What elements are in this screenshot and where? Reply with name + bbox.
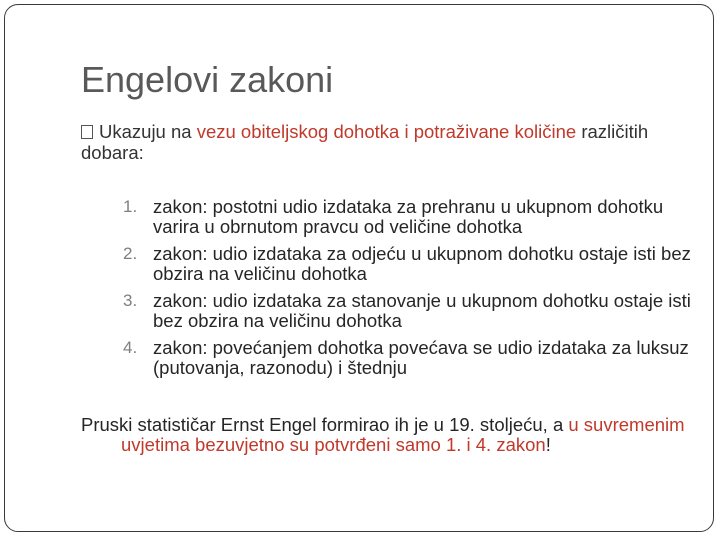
intro-text-plain: Ukazuju na xyxy=(99,121,197,142)
list-item-number: 1. xyxy=(123,197,138,216)
list-item-text: zakon: udio izdataka za odjeću u ukupnom dohotku ostaje isti bez obzira na veličinu dohotka xyxy=(153,243,691,284)
list-item-number: 3. xyxy=(123,291,138,310)
intro-text-end: različitih dobara: xyxy=(81,121,649,163)
list-item xyxy=(121,197,691,237)
intro-text-highlight: vezu obiteljskog dohotka i potraživane količine xyxy=(196,121,577,142)
laws-list xyxy=(121,197,691,385)
intro-bullet xyxy=(81,121,681,163)
footer-text-plain: Pruski statističar Ernst Engel formirao ih je u 19. stoljeću, a xyxy=(81,414,569,435)
slide xyxy=(4,4,714,532)
list-item-text: zakon: udio izdataka za stanovanje u ukupnom dohotku ostaje isti bez obzira na veličinu dohotka xyxy=(153,290,691,331)
list-item-text: zakon: povećanjem dohotka povećava se udio izdataka za luksuz (putovanja, razonodu) i štednju xyxy=(153,337,689,378)
list-item xyxy=(121,244,691,284)
list-item xyxy=(121,291,691,331)
slide-title: Engelovi zakoni xyxy=(81,59,334,100)
list-item xyxy=(121,338,691,378)
list-item-number: 4. xyxy=(123,338,138,357)
footer-text-highlight: u suvremenim uvjetima bezuvjetno su potvrđeni samo 1. i 4. zakon xyxy=(121,414,685,455)
list-item-number: 2. xyxy=(123,244,138,263)
footer-paragraph xyxy=(81,415,714,455)
list-item-text: zakon: postotni udio izdataka za prehranu u ukupnom dohotku varira u obrnutom pravcu od veličine dohotka xyxy=(153,196,664,237)
footer-text-end: ! xyxy=(545,434,551,455)
checkbox-bullet-icon xyxy=(81,125,93,139)
